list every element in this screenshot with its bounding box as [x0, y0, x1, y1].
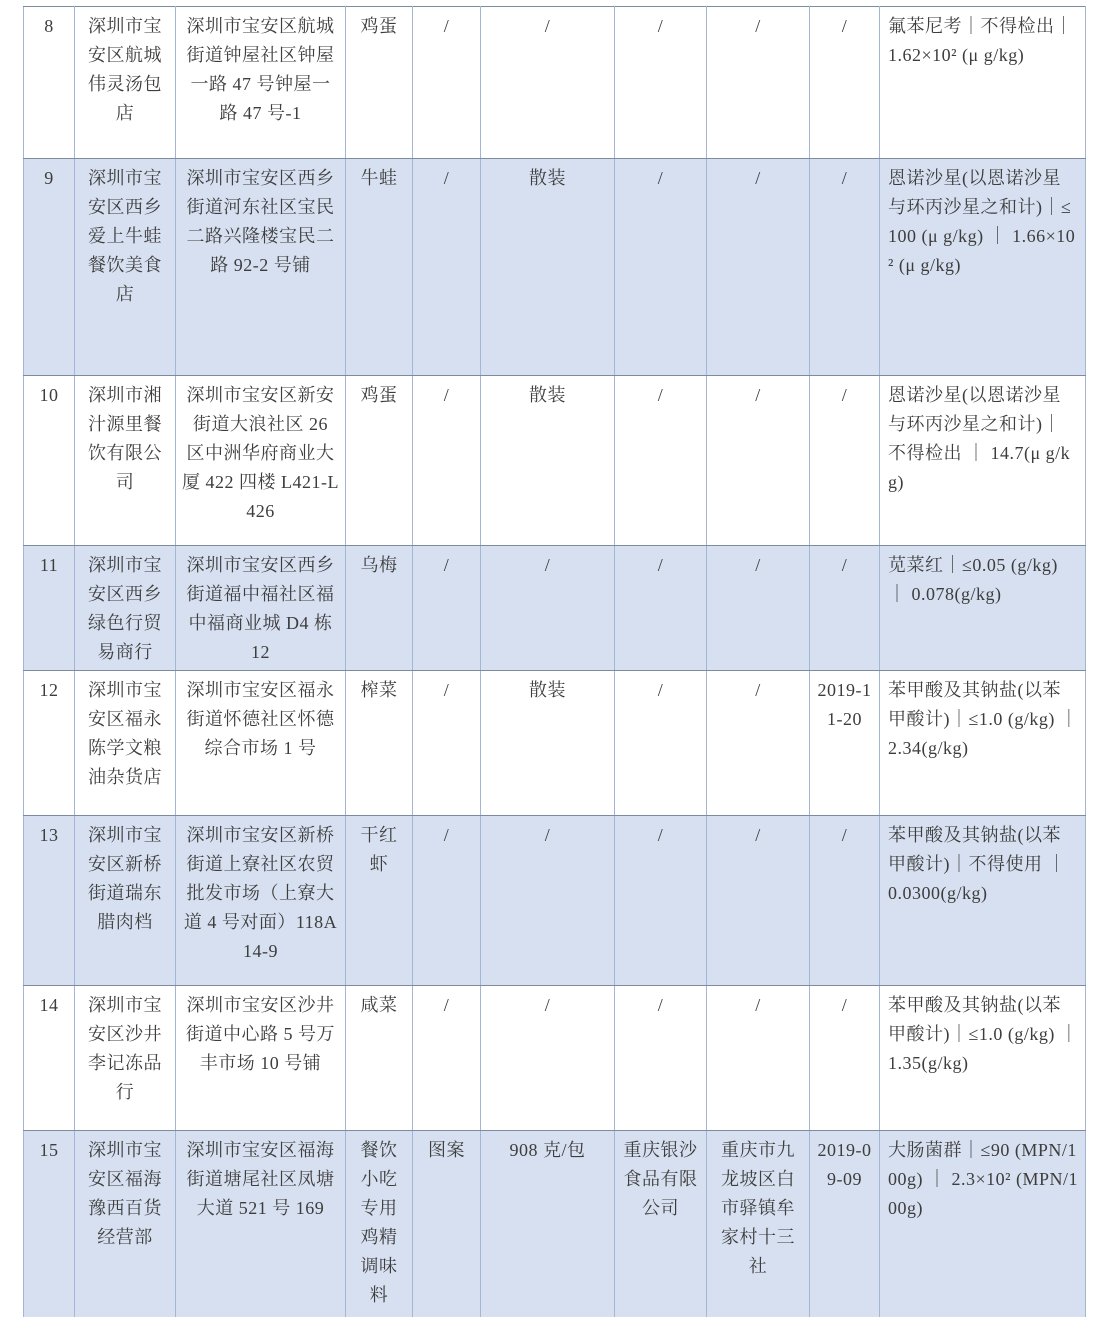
cell-producer-address: /: [707, 7, 810, 159]
cell-producer-name: /: [615, 816, 707, 986]
cell-producer-name: /: [615, 7, 707, 159]
cell-vendor-address: 深圳市宝安区新安街道大浪社区 26 区中洲华府商业大厦 422 四楼 L421-L426: [176, 376, 346, 546]
cell-producer-address: /: [707, 546, 810, 671]
cell-vendor-address: 深圳市宝安区沙井街道中心路 5 号万丰市场 10 号铺: [176, 986, 346, 1131]
cell-test-result: 苯甲酸及其钠盐(以苯甲酸计)｜不得使用 ｜ 0.0300(g/kg): [880, 816, 1086, 986]
cell-specification: 908 克/包: [481, 1131, 615, 1317]
cell-brand: /: [413, 7, 481, 159]
cell-sequence-number: 15: [24, 1131, 75, 1317]
table-row: [24, 546, 1086, 671]
cell-brand: /: [413, 816, 481, 986]
cell-vendor-name: 深圳市宝安区新桥街道瑞东腊肉档: [75, 816, 176, 986]
cell-specification: 散装: [481, 159, 615, 376]
table-row: [24, 7, 1086, 159]
cell-sequence-number: 12: [24, 671, 75, 816]
cell-product-name: 鸡蛋: [346, 7, 413, 159]
cell-vendor-address: 深圳市宝安区福永街道怀德社区怀德综合市场 1 号: [176, 671, 346, 816]
cell-brand: /: [413, 159, 481, 376]
cell-producer-name: /: [615, 671, 707, 816]
cell-producer-name: /: [615, 546, 707, 671]
cell-sequence-number: 11: [24, 546, 75, 671]
cell-brand: /: [413, 376, 481, 546]
cell-producer-name: 重庆银沙食品有限公司: [615, 1131, 707, 1317]
cell-producer-address: /: [707, 159, 810, 376]
cell-specification: /: [481, 546, 615, 671]
table-row: [24, 159, 1086, 376]
cell-product-name: 乌梅: [346, 546, 413, 671]
cell-specification: /: [481, 986, 615, 1131]
cell-specification: /: [481, 7, 615, 159]
cell-sequence-number: 13: [24, 816, 75, 986]
cell-specification: 散装: [481, 671, 615, 816]
cell-vendor-name: 深圳市湘汁源里餐饮有限公司: [75, 376, 176, 546]
cell-production-date: 2019-09-09: [810, 1131, 880, 1317]
cell-vendor-name: 深圳市宝安区福海豫西百货经营部: [75, 1131, 176, 1317]
cell-product-name: 干红虾: [346, 816, 413, 986]
cell-vendor-address: 深圳市宝安区新桥街道上寮社区农贸批发市场（上寮大道 4 号对面）118A14-9: [176, 816, 346, 986]
cell-producer-name: /: [615, 986, 707, 1131]
cell-product-name: 餐饮小吃专用鸡精调味料: [346, 1131, 413, 1317]
cell-product-name: 咸菜: [346, 986, 413, 1131]
cell-test-result: 苋菜红｜≤0.05 (g/kg) ｜ 0.078(g/kg): [880, 546, 1086, 671]
cell-product-name: 鸡蛋: [346, 376, 413, 546]
cell-sequence-number: 10: [24, 376, 75, 546]
cell-producer-address: 重庆市九龙坡区白市驿镇牟家村十三社: [707, 1131, 810, 1317]
cell-producer-name: /: [615, 159, 707, 376]
cell-production-date: 2019-11-20: [810, 671, 880, 816]
table-row: [24, 816, 1086, 986]
cell-specification: /: [481, 816, 615, 986]
cell-brand: /: [413, 671, 481, 816]
cell-brand: /: [413, 986, 481, 1131]
cell-producer-address: /: [707, 671, 810, 816]
cell-vendor-name: 深圳市宝安区福永陈学文粮油杂货店: [75, 671, 176, 816]
table-body: [24, 7, 1086, 1317]
cell-sequence-number: 8: [24, 7, 75, 159]
table-row: [24, 376, 1086, 546]
cell-sequence-number: 9: [24, 159, 75, 376]
table-row: [24, 1131, 1086, 1317]
cell-vendor-name: 深圳市宝安区航城伟灵汤包店: [75, 7, 176, 159]
cell-vendor-name: 深圳市宝安区西乡爱上牛蛙餐饮美食店: [75, 159, 176, 376]
cell-product-name: 榨菜: [346, 671, 413, 816]
cell-vendor-address: 深圳市宝安区福海街道塘尾社区凤塘大道 521 号 169: [176, 1131, 346, 1317]
cell-test-result: 恩诺沙星(以恩诺沙星与环丙沙星之和计)｜不得检出 ｜ 14.7(μ g/kg): [880, 376, 1086, 546]
cell-production-date: /: [810, 816, 880, 986]
cell-producer-address: /: [707, 816, 810, 986]
inspection-results-table: [23, 6, 1086, 1317]
cell-test-result: 大肠菌群｜≤90 (MPN/100g) ｜ 2.3×10² (MPN/100g): [880, 1131, 1086, 1317]
cell-test-result: 苯甲酸及其钠盐(以苯甲酸计)｜≤1.0 (g/kg) ｜ 1.35(g/kg): [880, 986, 1086, 1131]
cell-producer-address: /: [707, 986, 810, 1131]
cell-vendor-address: 深圳市宝安区西乡街道河东社区宝民二路兴隆楼宝民二路 92-2 号铺: [176, 159, 346, 376]
cell-sequence-number: 14: [24, 986, 75, 1131]
cell-product-name: 牛蛙: [346, 159, 413, 376]
cell-test-result: 苯甲酸及其钠盐(以苯甲酸计)｜≤1.0 (g/kg) ｜ 2.34(g/kg): [880, 671, 1086, 816]
cell-test-result: 恩诺沙星(以恩诺沙星与环丙沙星之和计)｜≤100 (μ g/kg) ｜ 1.66×10² (μ g/kg): [880, 159, 1086, 376]
cell-production-date: /: [810, 159, 880, 376]
cell-producer-name: /: [615, 376, 707, 546]
cell-producer-address: /: [707, 376, 810, 546]
table-row: [24, 986, 1086, 1131]
cell-vendor-address: 深圳市宝安区航城街道钟屋社区钟屋一路 47 号钟屋一路 47 号-1: [176, 7, 346, 159]
cell-vendor-name: 深圳市宝安区沙井李记冻品行: [75, 986, 176, 1131]
cell-brand: 图案: [413, 1131, 481, 1317]
cell-production-date: /: [810, 376, 880, 546]
cell-brand: /: [413, 546, 481, 671]
cell-specification: 散装: [481, 376, 615, 546]
table-row: [24, 671, 1086, 816]
cell-test-result: 氟苯尼考｜不得检出｜1.62×10² (μ g/kg): [880, 7, 1086, 159]
cell-production-date: /: [810, 986, 880, 1131]
cell-production-date: /: [810, 546, 880, 671]
cell-vendor-name: 深圳市宝安区西乡绿色行贸易商行: [75, 546, 176, 671]
cell-vendor-address: 深圳市宝安区西乡街道福中福社区福中福商业城 D4 栋 12: [176, 546, 346, 671]
cell-production-date: /: [810, 7, 880, 159]
